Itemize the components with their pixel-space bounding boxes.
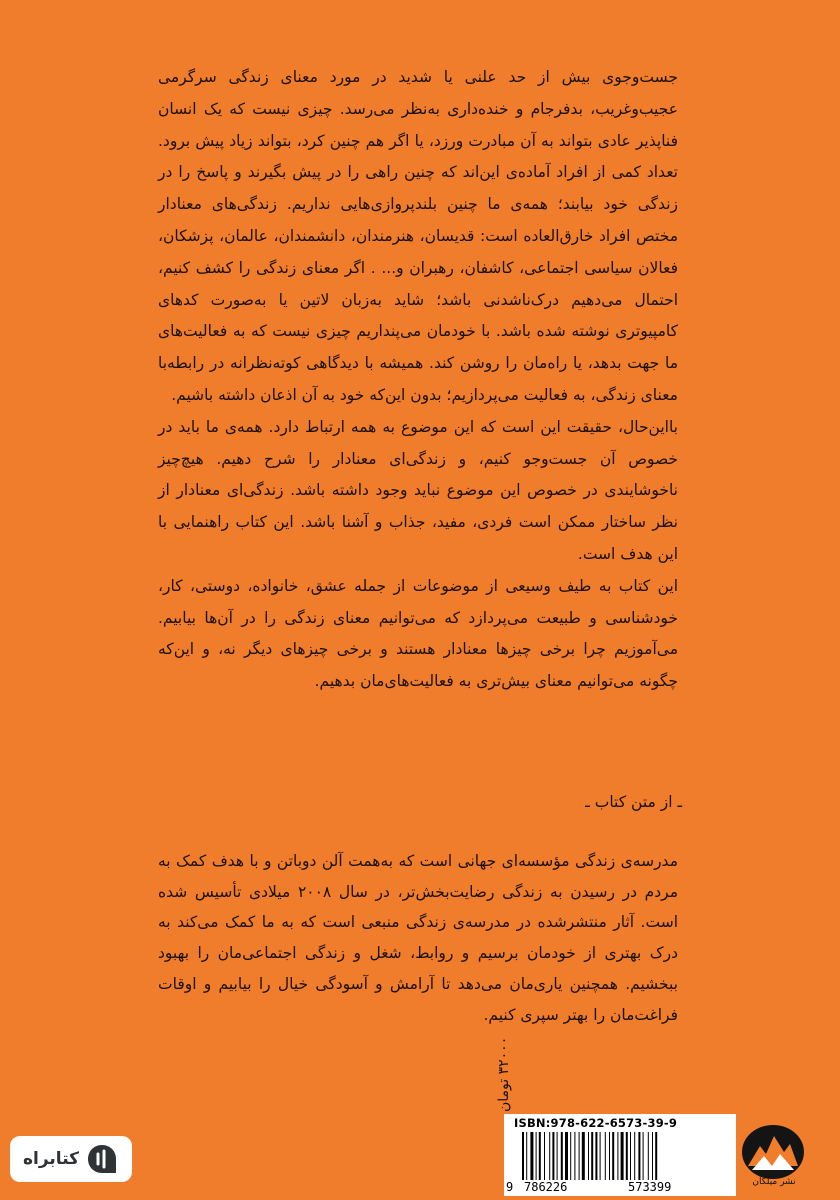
about-school-of-life (158, 846, 678, 1030)
publisher-name: نشر میلکان (752, 1177, 796, 1187)
barcode-icon (512, 1132, 728, 1180)
barcode-digits-group-1: 786226 (524, 1180, 568, 1194)
watermark-label: کتابراه (22, 1149, 80, 1169)
ketabrah-logo-icon (85, 1142, 119, 1176)
excerpt-paragraph-1: جست‌وجوی بیش از حد علنی یا شدید در مورد معنای زندگی سرگرمی عجیب‌وغریب، بدفرجام و خنده‌داری به‌نظر می‌رسد. چیزی نیست که یک انسان فناپذیر عادی بتواند به آن مبادرت ورزد، یا اگر هم چنین کرد، بتواند زیاد پیش برود. تعداد کمی از افراد آماده‌ی این‌اند که چنین راهی را در پیش بگیرند و پاسخ را در زندگی خود بیابند؛ همه‌ی ما چنین بلندپروازی‌هایی نداریم. زندگی‌های معنادار مختص افراد خارق‌العاده است: قدیسان، هنرمندان، دانشمندان، عالمان، پزشکان، فعالان سیاسی اجتماعی، کاشفان، رهبران و... . اگر معنای زندگی را کشف کنیم، احتمال می‌دهیم درک‌ناشدنی باشد؛ شاید به‌زبان لاتین یا به‌صورت کدهای کامپیوتری نوشته شده باشد. با خودمان می‌پنداریم چیزی نیست که به فعالیت‌های ما جهت بدهد، یا راه‌مان را روشن کند. همیشه با دیدگاهی کوته‌نظرانه در رابطه‌با معنای زندگی، به فعالیت می‌پردازیم؛ بدون این‌که خود به آن اذعان داشته باشیم. (158, 68, 678, 404)
excerpt-attribution: ـ از متن کتاب ـ (585, 793, 682, 811)
barcode-digit-lead: 9 (506, 1180, 514, 1194)
about-paragraph: مدرسه‌ی زندگی مؤسسه‌ای جهانی است که به‌همت آلن دوباتن و با هدف کمک به مردم در رسیدن به زندگی رضایت‌بخش‌تر، در سال ۲۰۰۸ میلادی تأسیس شده است. آثار منتشرشده در مدرسه‌ی زندگی منبعی است که به ما کمک می‌کند به درک بهتری از خودمان برسیم و روابط، شغل و زندگی اجتماعی‌مان را بهبود ببخشیم. همچنین یاری‌مان می‌دهد تا آرامش و آسودگی خیال را بیابیم و اوقات فراغت‌مان را بهتر سپری کنیم. (158, 852, 679, 1024)
price-label: ۳۲۰۰۰ تومان (496, 1036, 512, 1112)
excerpt-paragraph-2: بااین‌حال، حقیقت این است که این موضوع به همه ارتباط دارد. همه‌ی ما باید در خصوص آن جست‌وجو کنیم، و زندگی‌ای معنادار را شرح دهیم. هیچ‌چیز ناخوشایندی در خصوص این موضوع نباید وجود داشته باشد. زندگی‌ای معنادار از نظر ساختار ممکن است فردی، مفید، جذاب و آشنا باشد. این کتاب راهنمایی با این هدف است. (158, 417, 678, 563)
isbn-barcode-panel (504, 1114, 736, 1196)
barcode-digits-group-2: 573399 (628, 1180, 672, 1194)
book-excerpt (158, 62, 678, 698)
isbn-number: ISBN:978-622-6573-39-9 (514, 1116, 678, 1130)
ketabrah-watermark (10, 1136, 132, 1182)
excerpt-paragraph-3: این کتاب به طیف وسیعی از موضوعات از جمله عشق، خانواده، دوستی، کار، خودشناسی و طبیعت می‌پردازد که می‌توانیم معنای زندگی را در آن‌ها بیابیم. می‌آموزیم چرا برخی چیزها معنادار هستند و برخی چیزهای دیگر نه، و این‌که چگونه می‌توانیم معنای بیش‌تری به فعالیت‌های‌مان بدهیم. (158, 576, 678, 691)
